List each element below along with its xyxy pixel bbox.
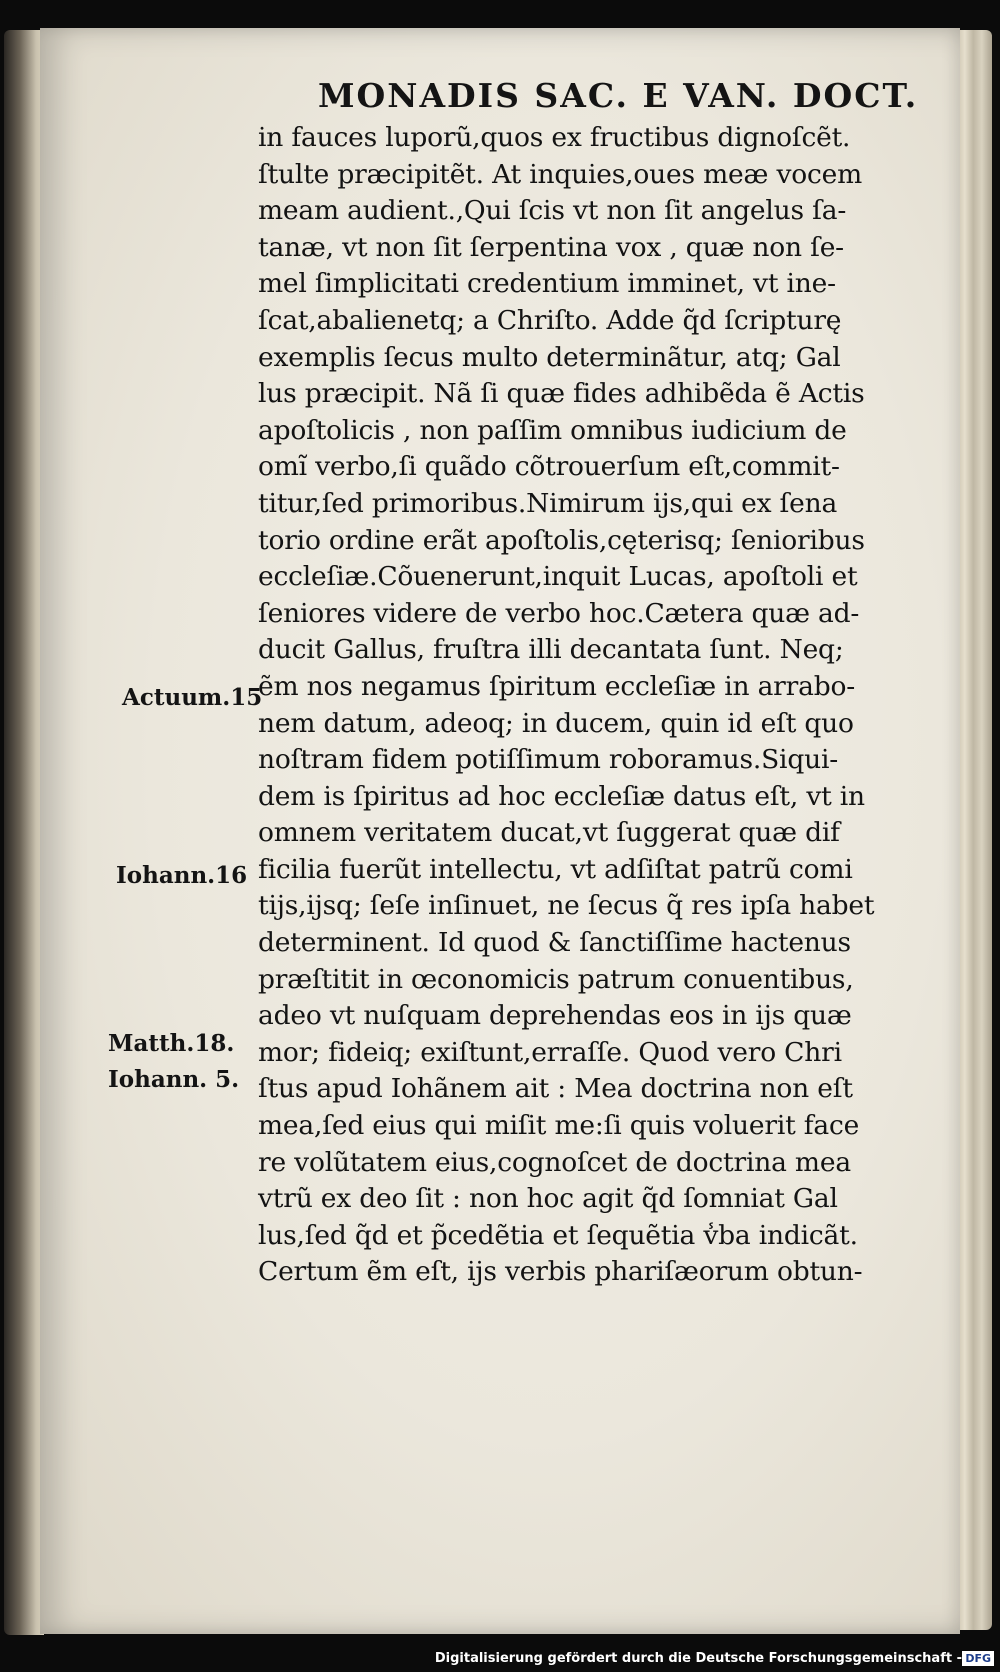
text-line: Certum ẽm eſt, ijs verbis phariſæorum obtun-	[258, 1256, 863, 1288]
text-line: lus,ſed q̃d et p̃cedẽtia et ſequẽtia v̾ba indicãt.	[258, 1219, 858, 1251]
text-line: ſcat,abalienetq; a Chriſto. Adde q̃d ſcripturę	[258, 304, 842, 336]
digitization-credit: Digitalisierung gefördert durch die Deutsche Forschungsgemeinschaft -	[434, 1651, 962, 1666]
text-line: nem datum, adeoq; in ducem, quin id eſt quo	[258, 707, 854, 739]
text-line: omnem veritatem ducat,vt ſuggerat quæ dif	[258, 817, 840, 849]
text-line: eccleſiæ.Cõuenerunt,inquit Lucas, apoſtoli et	[258, 561, 858, 593]
body-text	[258, 120, 918, 1291]
text-line: adeo vt nuſquam deprehendas eos in ijs quæ	[258, 1000, 852, 1032]
running-head: MONADIS SAC. E VAN. DOCT.	[318, 76, 919, 115]
book-left-edge	[4, 30, 44, 1635]
text-line: ſtulte præcipitẽt. At inquies,oues meæ vocem	[258, 158, 863, 190]
text-line: tijs,ijsq; ſeſe inſinuet, ne ſecus q̃ res ipſa habet	[258, 890, 875, 922]
text-line: ficilia fuerũt intellectu, vt adſiſtat patrũ comi	[258, 853, 853, 885]
marginal-note-matth: Matth.18.	[108, 1030, 235, 1057]
dfg-logo: DFG	[962, 1651, 994, 1666]
text-line: noſtram fidem potiſſimum roboramus.Siqui-	[258, 744, 838, 776]
text-line: mor; fideiq; exiſtunt,erraſſe. Quod vero Chri	[258, 1036, 842, 1068]
marginal-note-iohann-5: Iohann. 5.	[108, 1066, 240, 1093]
text-line: determinent. Id quod & ſanctiſſime hactenus	[258, 927, 851, 959]
marginal-note-actuum: Actuum.15	[122, 684, 263, 711]
text-line: dem is ſpiritus ad hoc eccleſiæ datus eſt, vt in	[258, 780, 865, 812]
text-line: apoſtolicis , non paſſim omnibus iudicium de	[258, 414, 847, 446]
text-line: lus præcipit. Nã ſi quæ fides adhibẽda ẽ Actis	[258, 378, 865, 410]
text-line: in fauces luporũ,quos ex fructibus dignoſcẽt.	[258, 122, 851, 153]
text-line: ſtus apud Iohãnem ait : Mea doctrina non eſt	[258, 1073, 853, 1105]
text-line: mel ſimplicitati credentium imminet, vt ine-	[258, 268, 836, 300]
book-right-edge	[958, 30, 992, 1630]
text-line: re volũtatem eius,cognoſcet de doctrina mea	[258, 1146, 851, 1178]
text-line: torio ordine erãt apoſtolis,cęterisq; ſenioribus	[258, 524, 865, 556]
text-line: præſtitit in œconomicis patrum conuentibus,	[258, 963, 854, 995]
text-line: tanæ, vt non ſit ſerpentina vox , quæ non ſe-	[258, 231, 844, 263]
text-line: mea,ſed eius qui miſit me:ſi quis voluerit face	[258, 1110, 860, 1142]
text-line: ducit Gallus, fruſtra illi decantata ſunt. Neq;	[258, 634, 844, 666]
text-line: exemplis ſecus multo determinãtur, atq; Gal	[258, 341, 841, 373]
text-line: ẽm nos negamus ſpiritum eccleſiæ in arrabo-	[258, 670, 855, 702]
text-line: omĩ verbo,ſi quãdo cõtrouerſum eſt,commit-	[258, 451, 840, 483]
marginal-note-iohann-16: Iohann.16	[116, 862, 248, 889]
text-line: ſeniores videre de verbo hoc.Cætera quæ ad-	[258, 597, 860, 629]
text-line: meam audient.,Qui ſcis vt non ſit angelus ſa-	[258, 195, 847, 227]
text-line: vtrũ ex deo ſit : non hoc agit q̃d ſomniat Gal	[258, 1183, 838, 1215]
text-line: titur,ſed primoribus.Nimirum ijs,qui ex ſena	[258, 487, 838, 519]
